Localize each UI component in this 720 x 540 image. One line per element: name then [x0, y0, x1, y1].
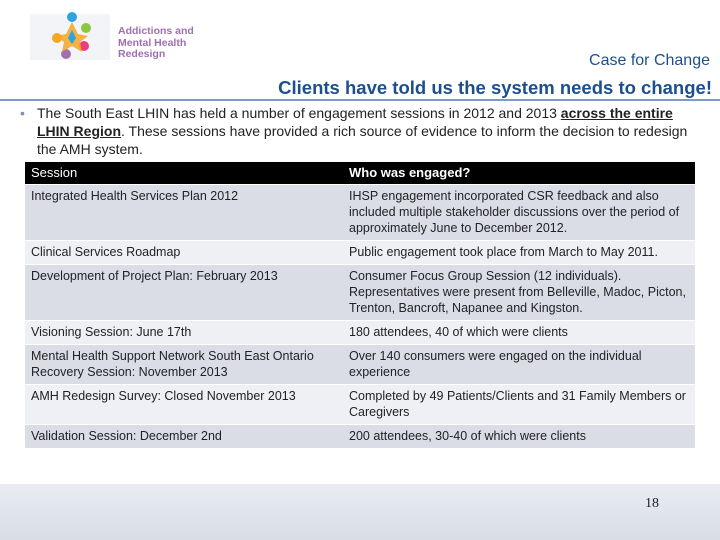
- who-cell: IHSP engagement incorporated CSR feedback and also included multiple stakeholder discussions over the period of approximately June to December 2012.: [349, 189, 680, 235]
- intro-text-underlined: across the entire LHIN Region: [37, 105, 673, 139]
- who-cell: Public engagement took place from March to May 2011.: [349, 245, 658, 259]
- header-session: Session: [31, 165, 78, 180]
- table-row: [25, 345, 695, 385]
- table-row: [25, 185, 695, 241]
- page-number: 18: [645, 496, 659, 511]
- slide-subtitle: Case for Change: [589, 52, 710, 69]
- session-cell: Validation Session: December 2nd: [31, 429, 222, 443]
- people-circle-logo-icon: [30, 8, 110, 66]
- header-who-engaged: Who was engaged?: [349, 165, 471, 180]
- intro-text-part1: The South East LHIN has held a number of engagement sessions in 2012 and 2013: [37, 105, 557, 121]
- table-header-row: [25, 162, 695, 185]
- session-cell: Clinical Services Roadmap: [31, 245, 181, 259]
- who-cell: Completed by 49 Patients/Clients and 31 Family Members or Caregivers: [349, 389, 686, 419]
- table-row: [25, 241, 695, 265]
- intro-bullet: [20, 104, 700, 158]
- footer-band: [0, 484, 720, 540]
- table-row: [25, 385, 695, 425]
- bullet-icon: •: [20, 105, 25, 121]
- intro-text: [37, 104, 700, 158]
- who-cell: Consumer Focus Group Session (12 individuals). Representatives were present from Belleville, Madoc, Picton, Trenton, Bancroft, Napanee and Kingston.: [349, 269, 686, 315]
- who-cell: 180 attendees, 40 of which were clients: [349, 325, 568, 339]
- table-row: [25, 425, 695, 449]
- who-cell: Over 140 consumers were engaged on the individual experience: [349, 349, 642, 379]
- session-cell: Integrated Health Services Plan 2012: [31, 189, 239, 203]
- engagement-table: [25, 162, 695, 449]
- title-divider: [0, 99, 720, 101]
- session-cell: Development of Project Plan: February 2013: [31, 269, 278, 283]
- session-cell: Visioning Session: June 17th: [31, 325, 192, 339]
- session-cell: AMH Redesign Survey: Closed November 2013: [31, 389, 296, 403]
- logo-wordmark: Addictions and Mental Health Redesign: [118, 25, 194, 60]
- table-row: [25, 265, 695, 321]
- session-cell: Mental Health Support Network South East Ontario Recovery Session: November 2013: [31, 349, 314, 379]
- intro-text-part2: . These sessions have provided a rich source of evidence to inform the decision to redesign the AMH system.: [37, 123, 688, 157]
- who-cell: 200 attendees, 30-40 of which were clients: [349, 429, 586, 443]
- slide-title: Clients have told us the system needs to change!: [278, 77, 712, 98]
- amh-redesign-logo: [30, 8, 208, 66]
- table-row: [25, 321, 695, 345]
